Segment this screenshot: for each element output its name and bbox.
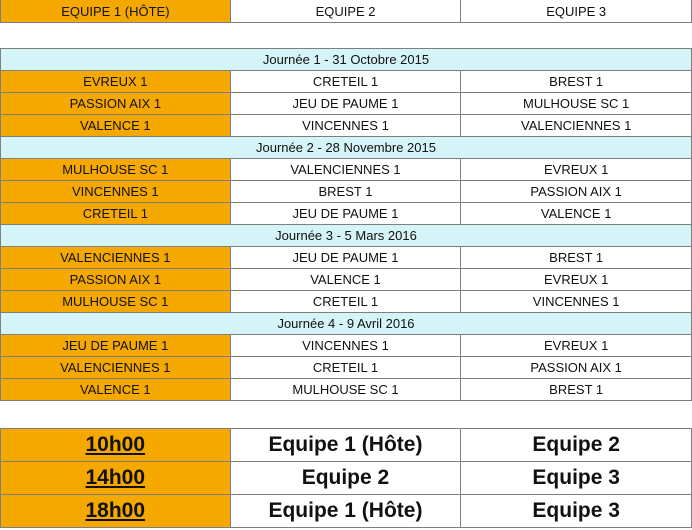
slot-team-cell: Equipe 3: [461, 462, 692, 495]
round-title: Journée 1 - 31 Octobre 2015: [1, 49, 692, 71]
header-host-team: EQUIPE 1 (HÔTE): [1, 0, 231, 23]
round-header-row: [1, 49, 692, 71]
match-row: [1, 159, 692, 181]
team-3-cell: VALENCE 1: [461, 203, 692, 225]
time-slot-cell: 18h00: [1, 495, 231, 528]
match-row: [1, 291, 692, 313]
host-team-cell: MULHOUSE SC 1: [1, 291, 231, 313]
host-team-cell: MULHOUSE SC 1: [1, 159, 231, 181]
slot-team-cell: Equipe 3: [461, 495, 692, 528]
team-2-cell: VALENCE 1: [230, 269, 461, 291]
round-title: Journée 2 - 28 Novembre 2015: [1, 137, 692, 159]
team-2-cell: CRETEIL 1: [230, 357, 461, 379]
match-row: [1, 93, 692, 115]
time-slot-row: [1, 462, 692, 495]
match-row: [1, 269, 692, 291]
team-2-cell: CRETEIL 1: [230, 291, 461, 313]
header-table: [0, 0, 692, 23]
round-header-row: [1, 313, 692, 335]
team-3-cell: BREST 1: [461, 379, 692, 401]
match-row: [1, 335, 692, 357]
team-2-cell: CRETEIL 1: [230, 71, 461, 93]
team-2-cell: JEU DE PAUME 1: [230, 203, 461, 225]
team-2-cell: BREST 1: [230, 181, 461, 203]
match-row: [1, 115, 692, 137]
team-2-cell: MULHOUSE SC 1: [230, 379, 461, 401]
slot-team-cell: Equipe 1 (Hôte): [230, 429, 461, 462]
match-row: [1, 71, 692, 93]
team-3-cell: VINCENNES 1: [461, 291, 692, 313]
team-2-cell: VINCENNES 1: [230, 115, 461, 137]
team-3-cell: PASSION AIX 1: [461, 181, 692, 203]
host-team-cell: PASSION AIX 1: [1, 93, 231, 115]
round-title: Journée 4 - 9 Avril 2016: [1, 313, 692, 335]
team-3-cell: BREST 1: [461, 247, 692, 269]
host-team-cell: VINCENNES 1: [1, 181, 231, 203]
team-2-cell: VINCENNES 1: [230, 335, 461, 357]
time-slots-table: [0, 428, 692, 528]
match-row: [1, 181, 692, 203]
match-row: [1, 357, 692, 379]
header-row: [1, 0, 692, 23]
host-team-cell: VALENCE 1: [1, 115, 231, 137]
team-3-cell: BREST 1: [461, 71, 692, 93]
header-team-3: EQUIPE 3: [461, 0, 692, 23]
time-slot-cell: 10h00: [1, 429, 231, 462]
time-slot-row: [1, 429, 692, 462]
round-header-row: [1, 137, 692, 159]
team-3-cell: PASSION AIX 1: [461, 357, 692, 379]
host-team-cell: VALENCIENNES 1: [1, 357, 231, 379]
host-team-cell: VALENCIENNES 1: [1, 247, 231, 269]
host-team-cell: JEU DE PAUME 1: [1, 335, 231, 357]
schedule-table: [0, 48, 692, 401]
time-slot-cell: 14h00: [1, 462, 231, 495]
team-3-cell: EVREUX 1: [461, 335, 692, 357]
team-3-cell: VALENCIENNES 1: [461, 115, 692, 137]
round-title: Journée 3 - 5 Mars 2016: [1, 225, 692, 247]
team-2-cell: JEU DE PAUME 1: [230, 247, 461, 269]
host-team-cell: EVREUX 1: [1, 71, 231, 93]
slot-team-cell: Equipe 2: [461, 429, 692, 462]
team-3-cell: MULHOUSE SC 1: [461, 93, 692, 115]
team-3-cell: EVREUX 1: [461, 269, 692, 291]
round-header-row: [1, 225, 692, 247]
team-2-cell: VALENCIENNES 1: [230, 159, 461, 181]
slot-team-cell: Equipe 2: [230, 462, 461, 495]
host-team-cell: VALENCE 1: [1, 379, 231, 401]
team-2-cell: JEU DE PAUME 1: [230, 93, 461, 115]
slot-team-cell: Equipe 1 (Hôte): [230, 495, 461, 528]
match-row: [1, 203, 692, 225]
match-row: [1, 247, 692, 269]
header-team-2: EQUIPE 2: [230, 0, 461, 23]
host-team-cell: PASSION AIX 1: [1, 269, 231, 291]
host-team-cell: CRETEIL 1: [1, 203, 231, 225]
time-slot-row: [1, 495, 692, 528]
match-row: [1, 379, 692, 401]
team-3-cell: EVREUX 1: [461, 159, 692, 181]
